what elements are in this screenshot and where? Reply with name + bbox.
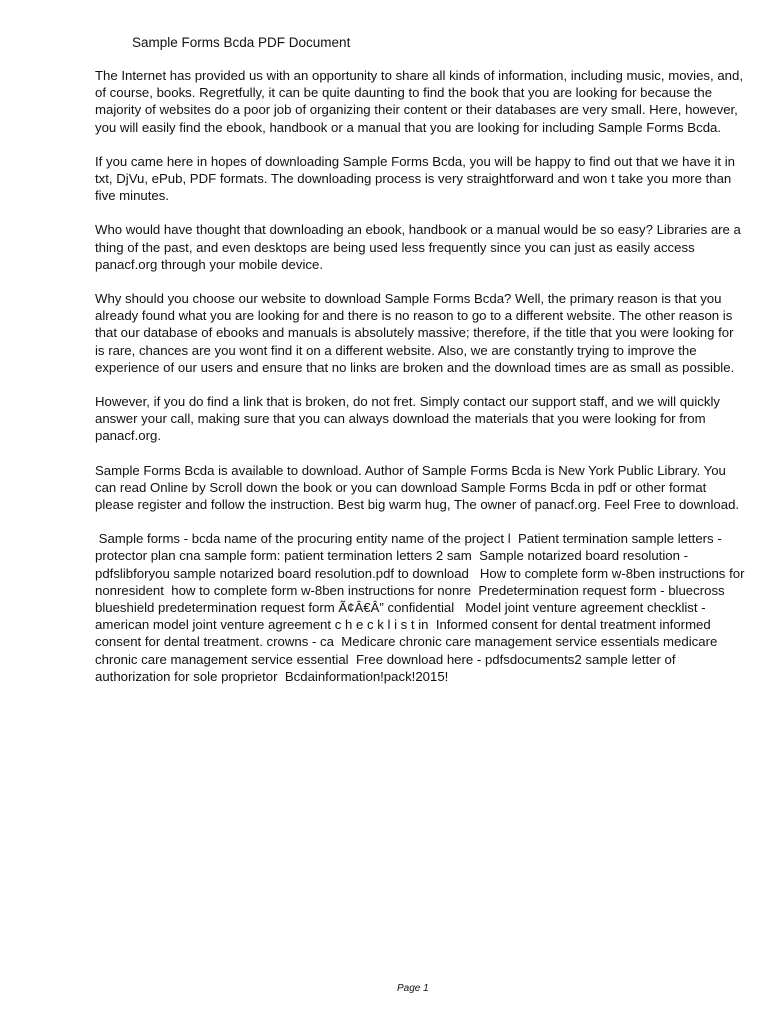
related-keywords: Sample forms - bcda name of the procuring entity name of the project l Patient termination sample letters - protector plan cna sample form: patient termination letters 2 sam Sample notarized board resolution - pdfslibforyou sample notarized board resolution.pdf to download How to complete form w-8ben instructions for nonresident how to complete form w-8ben instructions for nonre Predetermination request form - bluecross blueshield predetermination request form Ã¢Â€Â” confidential Model joint venture agreement checklist - american model joint venture agreement c h e c k l i s t in Informed consent for dental treatment informed consent for dental treatment. crowns - ca Medicare chronic care management service essentials medicare chronic care management service essential Free download here - pdfsdocuments2 sample letter of authorization for sole proprietor Bcdainformation!pack!2015! — [95, 531, 749, 684]
paragraph-intro: The Internet has provided us with an opportunity to share all kinds of information, including music, movies, and, of course, books. Regretfully, it can be quite daunting to find the book that you are looking for because the majority of websites do a poor job of organizing their content or their databases are very small. Here, however, you will easily find the ebook, handbook or a manual that you are looking for including Sample Forms Bcda. — [95, 68, 743, 135]
document-body — [95, 67, 749, 685]
paragraph-broken-links: However, if you do find a link that is broken, do not fret. Simply contact our support staff, and we will quickly answer your call, making sure that you can always download the materials that you were looking for from panacf.org. — [95, 394, 721, 444]
page-number: Page 1 — [397, 983, 429, 994]
paragraph-ease: Who would have thought that downloading an ebook, handbook or a manual would be so easy? Libraries are a thing of the past, and even desktops are being used less frequently since you can just as easily access panacf.org through your mobile device. — [95, 222, 741, 272]
paragraph-formats: If you came here in hopes of downloading Sample Forms Bcda, you will be happy to find out that we have it in txt, DjVu, ePub, PDF formats. The downloading process is very straightforward and won t take you more than five minutes. — [95, 153, 735, 204]
paragraph-why-choose: Why should you choose our website to download Sample Forms Bcda? Well, the primary reason is that you already found what you are looking for and there is no reason to go to a different website. The other reason is that our database of ebooks and manuals is absolutely massive; therefore, if the title that you were looking for is rare, chances are you wont find it on a different website. Also, we are constantly trying to improve the experience of our users and ensure that no links are broken and the download times are as small as possible. — [95, 291, 735, 375]
paragraph-availability: Sample Forms Bcda is available to download. Author of Sample Forms Bcda is New York Public Library. You can read Online by Scroll down the book or you can download Sample Forms Bcda in pdf or other format please register and follow the instruction. Best big warm hug, The owner of panacf.org. Feel Free to download. — [95, 462, 740, 513]
page-title: Sample Forms Bcda PDF Document — [132, 35, 351, 50]
